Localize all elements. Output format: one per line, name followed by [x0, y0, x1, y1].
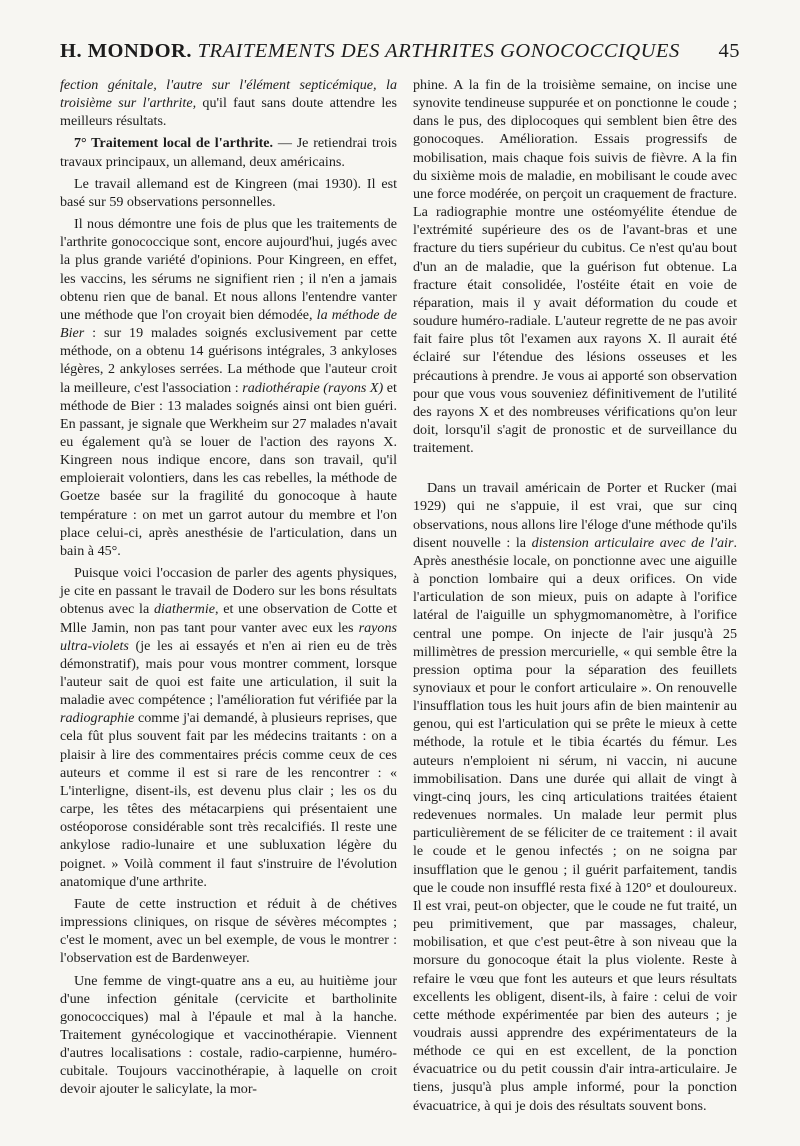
italic-text: la méthode de Bier: [60, 306, 397, 342]
text-run: phine. A la fin de la troisième semaine, on incise une synovite tendineuse suppurée et on ponctionne le coude ; dans le pus, des diplocoques qui semblent bien être des gonocoques. Amélioration. Essais progressifs de mobilisation, mais chaque fois suivis de fièvre. A la fin du sixième mois de maladie, en mobilisant le coude avec une force modérée, on perçoit un craquement de fracture. La radiographie montre une ostéomyélite étendue de l'extrémité supérieure des os de l'avant-bras et une fracture du tiers supérieur du cubitus. Ce n'est qu'au bout d'un an de maladie, que la guérison fut obtenue. La fracture était consolidée, l'ostéite était en voie de réparation, mais il y avait déformation du coude et soudure huméro-radiale. L'auteur regrette de ne pas avoir fait faire plus tôt l'examen aux rayons X. Il aurait été éclairé sur l'étendue des lésions osseuses et les précautions à prendre. Je vous ai apporté son observation pour que vous vous souveniez définitivement de l'utilité des rayons X et des nombreuses vérifications qu'on leur doit, lorsqu'il s'agit de pronostic et de surveillance du traitement.: [413, 77, 737, 457]
text-run: , et une observation de Cotte et Mlle Jamin, non pas tant pour vanter avec eux les: [60, 601, 397, 636]
paragraph: [413, 479, 737, 1114]
text-run: comme j'ai demandé, à plusieurs reprises, que cela fût plus souvent fait par les médecins traitants : on a plaisir à lire des commentaires précis comme ceux de ces auteurs et comme il est si rare de les rencontrer : « L'interligne, disent-ils, est devenu plus clair ; les os du carpe, les têtes des métacarpiens qui présentaient une ostéoporose considérable sont très recalcifiés. Il reste une ankylose radio-lunaire et une subluxation légère du poignet. » Voilà comment il faut s'instruire de l'évolution anatomique d'une arthrite.: [60, 710, 397, 890]
paragraph-section-7: [60, 134, 397, 170]
paragraph: [60, 972, 397, 1099]
text-run: qu'il faut sans doute attendre les meilleurs résultats.: [60, 95, 397, 130]
section-heading: 7° Traitement local de l'arthrite.: [74, 135, 274, 152]
text-run: : sur 19 malades soignés exclusivement par cette méthode, on a obtenu 14 guérisons intégrales, 3 ankyloses légères, 2 ankyloses serrées. La méthode que l'auteur croit la meilleure, c'est l'association :: [60, 325, 397, 396]
paragraph: [60, 895, 397, 968]
text-run: Puisque voici l'occasion de parler des agents physiques, je cite en passant le travail de Dodero sur les bons résultats obtenus avec la: [60, 565, 397, 618]
italic-text: diathermie: [153, 601, 215, 618]
paragraph: [60, 564, 397, 891]
text-run: Faute de cette instruction et réduit à de chétives impressions cliniques, on risque de sévères mécomptes ; c'est le moment, avec un bel exemple, de vous le montrer : l'observation est de Bardenweyer.: [60, 895, 397, 967]
text-run: et méthode de Bier : 13 malades soignés ainsi ont bien guéri. En passant, je signale que Werkheim sur 27 malades n'avait eu également qu'à se louer de l'action des rayons X. Kingreen nous indique encore, dans son travail, qu'il emploierait volontiers, dans les cas rebelles, la méthode de Goetze basée sur la fragilité du gonocoque à haute température : on met un garrot autour du membre et l'on place celui-ci, après anesthésie de l'articulation, dans un bain à 45°.: [60, 379, 397, 559]
page-number: 45: [718, 40, 740, 62]
left-column: [60, 76, 397, 1103]
text-run: — Je retiendrai trois travaux principaux, un allemand, deux américains.: [60, 135, 398, 170]
paragraph: [60, 215, 397, 560]
text-run: Le travail allemand est de Kingreen (mai 1930). Il est basé sur 59 observations personnelles.: [60, 175, 397, 210]
paragraph: [60, 175, 397, 211]
italic-text: radiothérapie (rayons X): [242, 379, 384, 396]
text-run: Une femme de vingt-quatre ans a eu, au huitième jour d'une infection génitale (cervicite et bartholinite gonococciques) mal à l'épaule et mal à la hanche. Traitement gynécologique et vaccinothérapie. Viennent d'autres localisations : costale, radio-carpienne, huméro-cubitale. Toujours vaccinothérapie, à laquelle on croit devoir ajouter le salicylate, la mor-: [60, 972, 397, 1098]
text-run: . Après anesthésie locale, on ponctionne avec une aiguille à ponction lombaire qui a deux orifices. On vide l'articulation de son mieux, puis on adapte à l'orifice latéral de l'aiguille un sphygmomanomètre, à l'orifice central une pompe. On injecte de l'air jusqu'à 25 millimètres de pression mercurielle, « qui semble être la pression optima pour la séparation des feuillets synoviaux et pour le confort articulaire ». On renouvelle l'insufflation tous les huit jours afin de bien maintenir au genou, qui est l'articulation qui se prête le mieux à cette méthode, la rotule et le tibia écartés du fémur. Les auteurs n'emploient ni sérum, ni vaccin, ni aucune immobilisation. Dans une durée qui allait de vingt à vingt-cinq jours, les cinq articulations traitées étaient redevenues normales. Un malade leur permit plus particulièrement de se féliciter de ce traitement : il avait le coude et le genou infectés ; on ne soigna par insufflation que le genou ; il guérit parfaitement, tandis que le coude non insufflé resta fixé à 120° et douloureux. Il est vrai, peut-on objecter, que le coude ne fut traité, un peu primitivement, que par massages, chaleur, mobilisation, et que c'est peut-être à son niveau que la morsure du gonocoque était la plus violente. Reste à refaire le vœu que font les auteurs et que leurs résultats excellents les obligent, disent-ils, à faire : celui de voir cette méthode expérimentée par bien des auteurs ; je voudrais aussi apprendre des expérimentateurs de la méthode ce qui en est excellent, de la ponction évacuatrice ou du petit coussin d'air intra-articulaire. Je tiens, jusqu'à plus ample informé, pour la ponction évacuatrice, à qui je dois des résultats souvent bons.: [413, 534, 737, 1114]
italic-text: rayons ultra-violets: [60, 619, 397, 654]
running-header: [60, 40, 740, 63]
right-column: [413, 76, 737, 1119]
text-run: Dans un travail américain de Porter et Rucker (mai 1929) qui ne s'appuie, il est vrai, que sur cinq observations, nous allons lire l'éloge d'une méthode qu'ils disent nouvelle : la: [413, 480, 737, 551]
italic-text: radiographie: [60, 710, 135, 727]
paragraph: [413, 76, 737, 457]
text-run: Il nous démontre une fois de plus que les traitements de l'arthrite gonococcique sont, encore aujourd'hui, jugés avec la plus grande variété d'opinions. Pour Kingreen, en effet, les vaccins, les sérums ne signifient rien ; il n'en a jamais obtenu rien que de banal. Et nous allons l'entendre vanter une méthode que l'on croyait bien démodée,: [60, 216, 397, 323]
text-run: (je les ai essayés et n'en ai rien eu de très démonstratif), mais pour vous montrer comment, lorsque l'auteur sait de quoi est faite une articulation, il suit la maladie avec compétence ; l'amélioration fut vérifiée par la: [60, 637, 397, 709]
paragraph: [60, 76, 397, 130]
header-title: TRAITEMENTS DES ARTHRITES GONOCOCCIQUES: [197, 40, 680, 62]
header-author: H. MONDOR.: [60, 40, 192, 62]
italic-text: distension articulaire avec de l'air: [531, 534, 734, 551]
italic-text: fection génitale, l'autre sur l'élément septicémique, la troisième sur l'arthrite,: [60, 77, 397, 112]
